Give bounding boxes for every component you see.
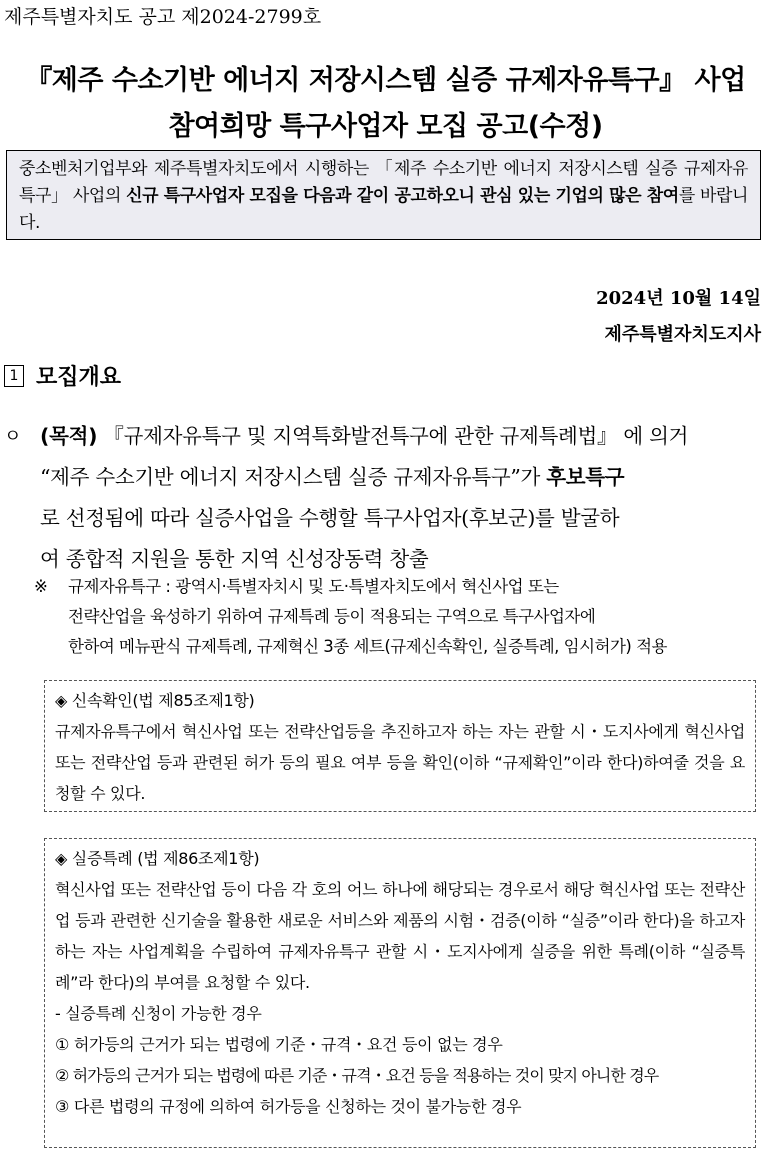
intro-text-end: 를 바랍니다.	[19, 186, 749, 233]
section-title: 모집개요	[36, 365, 122, 390]
note-line: 전략산업을 육성하기 위하여 규제특례 등이 적용되는 구역으로 특구사업자에	[68, 607, 596, 626]
list-item: ② 허가등의 근거가 되는 법령에 따른 기준・규격・요건 등을 적용하는 것이 맞지 아니한 경우	[55, 1066, 659, 1085]
purpose-line	[40, 457, 624, 498]
list-item: ① 허가등의 근거가 되는 법령에 기준・규격・요건 등이 없는 경우	[55, 1035, 503, 1054]
law-box-header: ◈ 신속확인(법 제85조제1항)	[55, 691, 255, 710]
bullet-icon: ㅇ	[4, 426, 22, 447]
notice-number: 제주특별자치도 공고 제2024-2799호	[4, 6, 322, 28]
issuer-name: 제주특별자치도지사	[604, 324, 761, 345]
intro-emphasis: 신규 특구사업자 모집을 다음과 같이 공고하오니 관심 있는 기업의 많은 참여	[126, 186, 679, 206]
law-box-text: 혁신사업 또는 전략산업 등이 다음 각 호의 어느 하나에 해당되는 경우로서 해당 혁신사업 또는 전략산업 등과 관련한 신기술을 활용한 새로운 서비스와 제품의 시험・검증(이하 “실증”이라 한다)을 하고자 하는 자는 사업계획을 수립하여 규제자유특구 관할 시・도지사에게 실증을 위한 특례(이하 “실증특례”라 한다)의 부여를 요청할 수 있다.	[55, 880, 745, 992]
document-title: 『제주 수소기반 에너지 저장시스템 실증 규제자유특구』 사업	[25, 65, 746, 96]
purpose-text: 『규제자유특구 및 지역특화발전특구에 관한 규제특례법』 에 의거	[97, 424, 689, 448]
note-mark: ※	[34, 577, 48, 596]
intro-box	[6, 150, 761, 240]
section-heading	[4, 360, 121, 391]
note-line: 한하여 메뉴판식 규제특례, 규제혁신 3종 세트(규제신속확인, 실증특례, 임시허가) 적용	[68, 637, 667, 656]
purpose-label: (목적)	[40, 424, 98, 448]
purpose-line	[40, 416, 688, 457]
document-subtitle: 참여희망 특구사업자 모집 공고(수정)	[168, 111, 603, 142]
law-box-header: ◈ 실증특례 (법 제86조제1항)	[55, 849, 260, 868]
purpose-line: 로 선정됨에 따라 실증사업을 수행할 특구사업자(후보군)를 발굴하	[40, 506, 620, 530]
law-box-subheading: - 실증특례 신청이 가능한 경우	[55, 1004, 262, 1023]
law-box-demo-exception	[44, 838, 756, 1148]
law-box-text: 규제자유특구에서 혁신사업 또는 전략산업등을 추진하고자 하는 자는 관할 시・도지사에게 혁신사업 또는 전략산업 등과 관련된 허가 등의 필요 여부 등을 확인(이하 “규제확인”이라 한다)하여줄 것을 요청할 수 있다.	[55, 722, 745, 803]
issue-date: 2024년 10월 14일	[596, 288, 761, 309]
purpose-emphasis: 후보특구	[546, 465, 625, 489]
list-item: ③ 다른 법령의 규정에 의하여 허가등을 신청하는 것이 불가능한 경우	[55, 1097, 522, 1116]
intro-text: 중소벤처기업부와 제주특별자치도에서 시행하는 「제주 수소기반 에너지 저장시스템 실증 규제자유특구」 사업의	[19, 159, 748, 206]
law-box-rapid-check	[44, 680, 756, 812]
section-number: 1	[4, 365, 24, 387]
purpose-line: 여 종합적 지원을 통한 지역 신성장동력 창출	[40, 547, 429, 571]
note-line: 규제자유특구 : 광역시·특별자치시 및 도·특별자치도에서 혁신사업 또는	[68, 577, 559, 596]
purpose-text: “제주 수소기반 에너지 저장시스템 실증 규제자유특구”가	[40, 465, 547, 489]
